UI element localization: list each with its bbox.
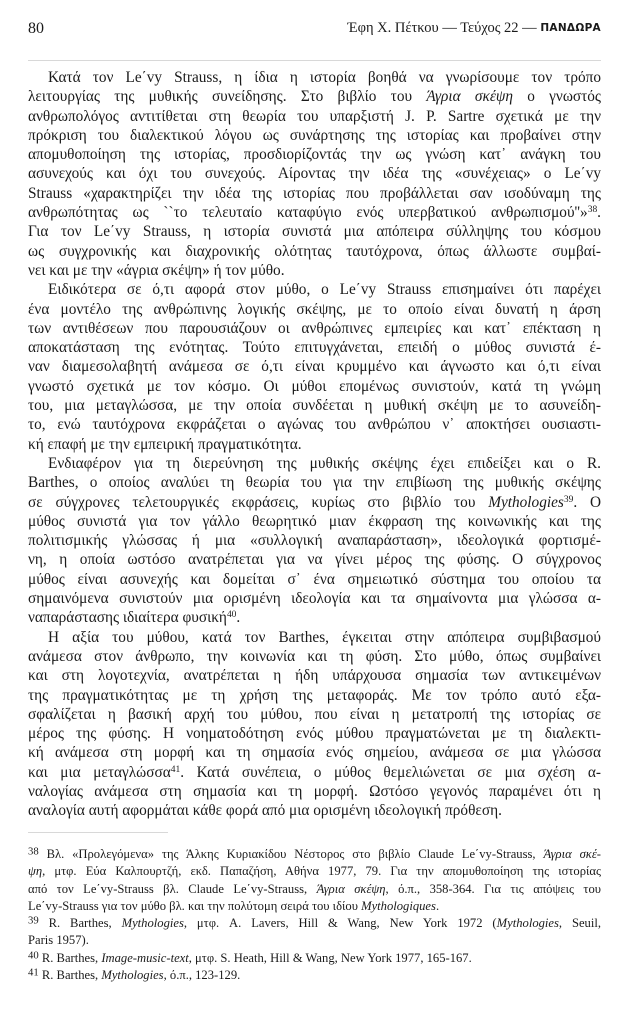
- footnote: [28, 967, 601, 984]
- italic-title: Άγρια σκέψη: [316, 881, 386, 896]
- text-run: Paris 1957).: [28, 933, 89, 948]
- text-run: ανθρωπότητας ως ``το τελευταίο καταφύγιο ενός υπερβατικού ανθρωπισμού''»: [28, 204, 588, 222]
- text-run: Κατά τον Le΄vy Strauss, η ίδια η ιστορία βοηθά να γνωρίσουμε τον τρόπο: [48, 69, 601, 86]
- footnote-ref: 40: [226, 610, 237, 621]
- text-line: [28, 686, 601, 705]
- italic-title: Mythologies: [488, 493, 564, 511]
- text-line: [28, 203, 601, 222]
- text-run: ναν διαμεσολαβητή ανάμεσα σε ό,τι είναι κρυμμένο και άγνωστο και ό,τι είναι: [28, 358, 601, 376]
- text-run: και μια μεταγλώσσα: [28, 763, 171, 781]
- text-run: , μτφ. A. Lavers, Hill & Wang, New York 1972 (: [183, 916, 497, 931]
- text-run: Ειδικότερα σε ό,τι αφορά στον μύθο, ο Le΄vy Strauss επισημαίνει ότι παρέχει: [48, 281, 601, 299]
- text-run: . Κατά συνέπεια, ο μύθος θεμελιώνεται σε μια σχέση α-: [180, 763, 601, 781]
- text-line: [28, 550, 601, 569]
- italic-title: ψη: [28, 864, 43, 879]
- text-run: , μτφ. Εύα Καλπουρτζή, εκδ. Παπαζήση, Αθήνα 1977, 79. Για την απομυθοποίηση της ιστορίας: [42, 864, 601, 879]
- text-line: [28, 863, 601, 880]
- text-run: των αντιθέσεων που παρουσιάζουν οι ανθρώπινες εμπειρίες και κατ᾽ επέκταση η: [28, 319, 601, 337]
- text-line: [28, 454, 601, 473]
- text-run: μύθος συνιστά για τον γάλλο θεωρητικό μιαν έκφραση της κοινωνικής και της: [28, 512, 601, 530]
- text-line: [28, 396, 601, 415]
- text-line: [28, 932, 601, 949]
- text-run: .: [597, 204, 601, 222]
- text-line: [28, 705, 601, 724]
- text-run: ως συγχρονικής και διαχρονικής ολότητας ταυτόχρονα, όπως άλλωστε συμβαί-: [28, 242, 601, 260]
- text-line: [28, 531, 601, 550]
- text-run: της πραγματικότητας με τη χρήση της μεταφοράς. Με τον τρόπο αυτό εξα-: [28, 686, 601, 704]
- text-run: απομυθοποίηση της ιστορίας, προσδιορίζοντάς την ως γνώση κατ᾽ ανάγκη του: [28, 146, 601, 164]
- text-line: [28, 126, 601, 145]
- text-run: αποκατάσταση της ενότητας. Τούτο επιτυγχάνεται, επειδή ο μύθος συνιστά έ-: [28, 339, 601, 357]
- text-line: [28, 473, 601, 492]
- text-line: [28, 881, 601, 898]
- text-run: ναλογίας ανάμεσα στη σημασία και τη μορφή. Ωστόσο γεγονός παραμένει ότι η: [28, 782, 601, 800]
- text-line: [28, 377, 601, 396]
- text-line: [28, 846, 601, 863]
- footnote-ref: 40: [28, 949, 39, 962]
- text-line: [28, 164, 601, 183]
- text-line: [28, 261, 601, 280]
- text-line: [28, 87, 601, 106]
- italic-title: Mythologies: [121, 916, 184, 931]
- footnote-ref: 39: [563, 494, 574, 505]
- italic-title: Mythologiques: [361, 898, 436, 913]
- italic-title: Άγρια σκέψη: [426, 88, 513, 106]
- text-run: πολιτισμικής γλώσσας ή μια «συλλογική αναπαράσταση», ιδεολογικά φορτισμέ-: [28, 532, 601, 550]
- page-number: 80: [28, 20, 44, 37]
- header-rule: [28, 60, 601, 61]
- paragraph: [28, 68, 601, 280]
- text-line: [28, 915, 601, 932]
- text-line: [28, 242, 601, 261]
- text-run: , ό.π., 358-364. Για τις απόψεις του: [385, 881, 602, 896]
- text-run: πρόκριση του διαλεκτικού λόγου ως συνάρτησης της ιστορίας και προβαίνει στην: [28, 126, 601, 144]
- text-line: [28, 493, 601, 512]
- italic-title: Image-music-text: [101, 950, 189, 965]
- text-run: . Ο: [573, 493, 601, 511]
- footnote-ref: 38: [587, 204, 598, 215]
- text-run: το, ενώ ταυτόχρονα εκφράζεται ο αγώνας του ανθρώπου ν᾽ αποκτήσει ουσιαστι-: [28, 416, 601, 434]
- footnote-rule: [28, 832, 168, 833]
- text-line: [28, 950, 601, 967]
- text-line: [28, 280, 601, 299]
- text-line: [28, 107, 601, 126]
- italic-title: Άγρια σκέ-: [543, 847, 601, 861]
- text-run: .: [435, 898, 440, 913]
- text-run: Για τον Le΄vy Strauss, η ιστορία συνιστά μια απόπειρα σύλληψης του κόσμου: [28, 223, 601, 241]
- text-run: Barthes, ο οποίος αναλύει τη θεωρία του για την επιβίωση της μυθικής σκέψης: [28, 474, 601, 492]
- footnote: [28, 915, 601, 950]
- text-line: [28, 589, 601, 608]
- text-line: [28, 647, 601, 666]
- footnotes: [28, 846, 601, 984]
- text-line: [28, 145, 601, 164]
- italic-title: Mythologies: [496, 916, 559, 931]
- footnote: [28, 950, 601, 967]
- text-run: Le΄vy-Strauss για τον μύθο βλ. και την πολύτομη σειρά του ιδίου: [28, 898, 362, 913]
- text-line: [28, 782, 601, 801]
- footnote: [28, 846, 601, 915]
- footnote-ref: 41: [28, 966, 39, 979]
- text-run: ανθρωπολόγος αντιτίθεται στη θεωρία του υπαρξιστή J. P. Sartre σχετικά με την: [28, 107, 601, 125]
- text-run: R. Barthes,: [38, 916, 122, 931]
- italic-title: Mythologies: [101, 968, 164, 983]
- text-run: , μτφ. S. Heath, Hill & Wang, New York 1977, 165-167.: [188, 950, 472, 965]
- text-run: , Seuil,: [558, 916, 601, 931]
- text-line: [28, 338, 601, 357]
- text-line: [28, 967, 601, 984]
- text-line: [28, 570, 601, 589]
- paragraph: [28, 280, 601, 454]
- text-run: ασυνεχούς και όχι του συνεχούς. Αίροντας την ιδέα της «συνέχειας» ο Le΄vy: [28, 165, 601, 183]
- text-line: [28, 68, 601, 87]
- text-line: [28, 608, 601, 627]
- text-run: νει και με την «άγρια σκέψη» ή τον μύθο.: [28, 261, 285, 279]
- paragraph: [28, 628, 601, 821]
- text-run: αναλογία αυτή αφορμάται κάθε φορά από μια ορισμένη ιδεολογική πρόθεση.: [28, 802, 502, 820]
- text-run: κή ανάμεσα στη μορφή και τη σημασία ενός σημείου, ανάμεσα σε μια γλώσσα: [28, 744, 601, 762]
- text-run: ένα μοντέλο της ανθρώπινης λογικής σκέψης, με το οποίο είναι δυνατή η άρση: [28, 300, 601, 318]
- text-run: γνωστό σχετικά με τον κόσμο. Οι μύθοι επομένως συνιστούν, κατά τη γνώμη: [28, 377, 601, 395]
- running-head: [348, 20, 601, 37]
- journal-logo: ΠΑΝΔΩΡΑ: [540, 22, 601, 34]
- paragraph: [28, 454, 601, 628]
- text-run: Βλ. «Προλεγόμενα» της Άλκης Κυριακίδου Νέστορος στο βιβλίο Claude Le΄vy-Strauss,: [38, 847, 544, 861]
- text-line: [28, 743, 601, 762]
- text-run: μύθος είναι ασυνεχής και δομείται σ᾽ ένα σημειωτικό σύστημα του οποίου τα: [28, 570, 601, 588]
- text-run: και στη λογοτεχνία, ανατρέπεται η ήδη υπάρχουσα σημασία των αντικειμένων: [28, 667, 601, 685]
- footnote-ref: 39: [28, 914, 39, 927]
- text-run: ανάμεσα στον άνθρωπο, την κοινωνία και τη φύση. Στο μύθο, όπως συμβαίνει: [28, 647, 601, 665]
- text-run: Strauss «χαρακτηρίζει την ιδέα της ιστορίας που προβάλλεται σαν ισοδύναμη της: [28, 184, 601, 202]
- text-run: .: [236, 609, 241, 627]
- text-run: νη, η οποία ωστόσο ανατρέπεται για να γίνει μέρος της φύσης. Ο σύγχρονος: [28, 551, 601, 569]
- text-run: , ό.π., 123-129.: [163, 968, 241, 983]
- text-line: [28, 763, 601, 782]
- text-line: [28, 415, 601, 434]
- text-line: [28, 512, 601, 531]
- text-line: [28, 801, 601, 820]
- text-run: λειτουργίας της μυθικής συνείδησης. Στο βιβλίο του: [28, 88, 427, 106]
- footnote-ref: 41: [170, 764, 181, 775]
- text-run: Ενδιαφέρον για τη διερεύνηση της μυθικής σκέψης έχει επιδείξει και ο R.: [48, 454, 601, 472]
- text-line: [28, 435, 601, 454]
- page-header: [28, 20, 601, 42]
- text-line: [28, 357, 601, 376]
- text-run: R. Barthes,: [38, 950, 102, 965]
- text-run: μέρος της φύσης. Η νοηματοδότηση ενός μύθου πραγματώνεται με τη διαλεκτι-: [28, 725, 601, 743]
- body-text: [28, 68, 601, 821]
- text-run: R. Barthes,: [38, 968, 102, 983]
- text-run: ο γνωστός: [512, 88, 601, 106]
- running-head-text: Έφη Χ. Πέτκου — Τεύχος 22 —: [347, 20, 541, 36]
- text-run: του, μια μεταγλώσσα, με την οποία συνδέεται η μυθική σκέψη με το ασυνείδη-: [28, 397, 601, 415]
- text-run: από τον Le΄vy-Strauss βλ. Claude Le΄vy-Strauss,: [28, 881, 317, 896]
- text-line: [28, 184, 601, 203]
- text-run: σφαλίζεται η βασική αρχή του μύθου, που είναι η μετατροπή της ιστορίας σε: [28, 705, 601, 723]
- footnote-ref: 38: [28, 845, 39, 858]
- text-run: ναπαράστασης ιδιαίτερα φυσική: [28, 609, 227, 627]
- text-line: [28, 300, 601, 319]
- text-line: [28, 724, 601, 743]
- text-line: [28, 222, 601, 241]
- text-line: [28, 898, 601, 915]
- text-run: κή επαφή με την εμπειρική πραγματικότητα.: [28, 435, 302, 453]
- text-line: [28, 666, 601, 685]
- text-run: Η αξία του μύθου, κατά τον Barthes, έγκειται στην απόπειρα συμβιβασμού: [48, 628, 601, 646]
- text-run: σημαινόμενα συνιστούν μια ορισμένη ιδεολογία και τα σημαίνοντα μια γλώσσα α-: [28, 590, 601, 608]
- text-run: σε σύγχρονες τελετουργικές εκφράσεις, κυρίως στο βιβλίο του: [28, 493, 489, 511]
- text-line: [28, 628, 601, 647]
- text-line: [28, 319, 601, 338]
